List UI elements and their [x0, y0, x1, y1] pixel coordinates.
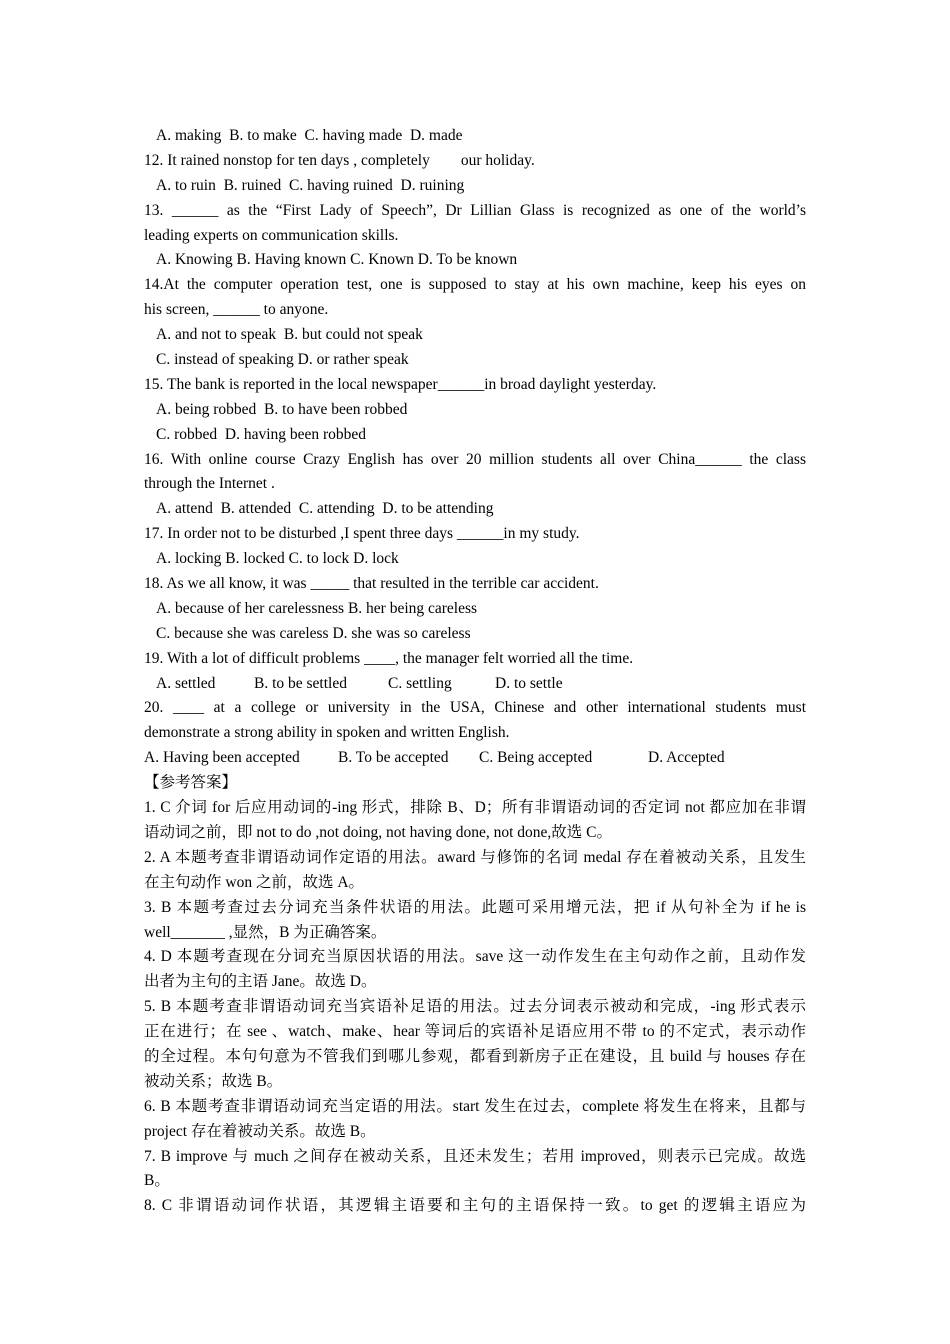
question-text-line: A. Knowing B. Having known C. Known D. To be known — [156, 251, 518, 269]
q20-option-b: B. To be accepted — [338, 749, 449, 767]
q20-option-a: A. Having been accepted — [144, 749, 300, 767]
answer-text-line: well_______ ,显然，B 为正确答案。 — [144, 923, 387, 941]
answer-text-line: B。 — [144, 1172, 170, 1190]
question-text-line: A. being robbed B. to have been robbed — [156, 400, 408, 418]
answers-heading: 【参考答案】 — [144, 774, 238, 792]
question-text-line: leading experts on communication skills. — [144, 226, 399, 244]
answer-text-line: 在主句动作 won 之前，故选 A。 — [144, 873, 365, 891]
answer-text-line: 3. B 本题考查过去分词充当条件状语的用法。此题可采用增元法，把 if 从句补全为 if he is — [144, 898, 806, 916]
question-text-line: A. making B. to make C. having made D. made — [156, 127, 463, 144]
answer-text-line: project 存在着被动关系。故选 B。 — [144, 1122, 376, 1140]
question-text-line: 17. In order not to be disturbed ,I spent three days ______in my study. — [144, 525, 580, 543]
question-text-line: C. instead of speaking D. or rather speak — [156, 351, 409, 369]
q19-option-a: A. settled — [156, 674, 216, 692]
answer-text-line: 被动关系；故选 B。 — [144, 1072, 283, 1090]
answer-text-line: 4. D 本题考查现在分词充当原因状语的用法。save 这一动作发生在主句动作之前，且动作发 — [144, 948, 806, 966]
q19-option-d: D. to settle — [495, 674, 563, 692]
question-text-line: A. and not to speak B. but could not speak — [156, 326, 423, 344]
question-text-line: A. because of her carelessness B. her being careless — [156, 599, 478, 617]
question-text-line: his screen, ______ to anyone. — [144, 301, 329, 319]
document-page — [144, 124, 806, 1219]
answer-text-line: 8. C 非谓语动词作状语，其逻辑主语要和主句的主语保持一致。to get 的逻辑主语应为 — [144, 1197, 806, 1215]
question-text-line: 15. The bank is reported in the local newspaper______in broad daylight yesterday. — [144, 375, 657, 393]
question-text-line: C. robbed D. having been robbed — [156, 425, 367, 443]
question-text-line: 12. It rained nonstop for ten days , completely our holiday. — [144, 151, 535, 169]
answer-text-line: 5. B 本题考查非谓语动词充当宾语补足语的用法。过去分词表示被动和完成，-ing 形式表示 — [144, 998, 806, 1016]
questions-block — [144, 124, 806, 672]
answer-text-line: 1. C 介词 for 后应用动词的-ing 形式，排除 B、D；所有非谓语动词的否定词 not 都应加在非谓 — [144, 799, 806, 817]
question-text-line: 18. As we all know, it was _____ that resulted in the terrible car accident. — [144, 575, 599, 593]
question-text-line: 16. With online course Crazy English has over 20 million students all over China______ the class — [144, 450, 806, 468]
q20-option-d: D. Accepted — [648, 749, 725, 767]
q19-options — [144, 672, 806, 697]
question-20-block — [144, 696, 806, 746]
question-text-line: 20. ____ at a college or university in the USA, Chinese and other international students must — [144, 699, 806, 717]
question-text-line: 14.At the computer operation test, one is supposed to stay at his own machine, keep his eyes on — [144, 276, 806, 294]
answer-text-line: 6. B 本题考查非谓语动词充当定语的用法。start 发生在过去，complete 将发生在将来，且都与 — [144, 1097, 806, 1115]
q19-option-c: C. settling — [388, 674, 452, 692]
answer-text-line: 的全过程。本句句意为不管我们到哪儿参观，都看到新房子正在建设，且 build 与 houses 存在 — [144, 1047, 806, 1065]
question-text-line: 13. ______ as the “First Lady of Speech”, Dr Lillian Glass is recognized as one of the world’s — [144, 201, 806, 219]
answers-block — [144, 796, 806, 1219]
answer-text-line: 正在进行；在 see 、watch、make、hear 等词后的宾语补足语应用不带 to 的不定式，表示动作 — [144, 1023, 806, 1041]
question-text-line: through the Internet . — [144, 475, 275, 493]
answer-text-line: 语动词之前，即 not to do ,not doing, not having done, not done,故选 C。 — [144, 823, 612, 841]
q20-options — [144, 746, 806, 771]
question-text-line: 19. With a lot of difficult problems ____, the manager felt worried all the time. — [144, 649, 634, 667]
question-text-line: demonstrate a strong ability in spoken and written English. — [144, 724, 510, 742]
answer-text-line: 出者为主句的主语 Jane。故选 D。 — [144, 973, 377, 991]
question-text-line: A. locking B. locked C. to lock D. lock — [156, 550, 399, 568]
answer-text-line: 2. A 本题考查非谓语动词作定语的用法。award 与修饰的名词 medal 存在着被动关系，且发生 — [144, 848, 806, 866]
answer-text-line: 7. B improve 与 much 之间存在被动关系，且还未发生；若用 improved，则表示已完成。故选 — [144, 1147, 806, 1165]
q20-option-c: C. Being accepted — [479, 749, 593, 767]
question-text-line: C. because she was careless D. she was so careless — [156, 624, 471, 642]
question-text-line: A. to ruin B. ruined C. having ruined D. ruining — [156, 176, 465, 194]
q19-option-b: B. to be settled — [254, 674, 347, 692]
question-text-line: A. attend B. attended C. attending D. to be attending — [156, 500, 494, 518]
